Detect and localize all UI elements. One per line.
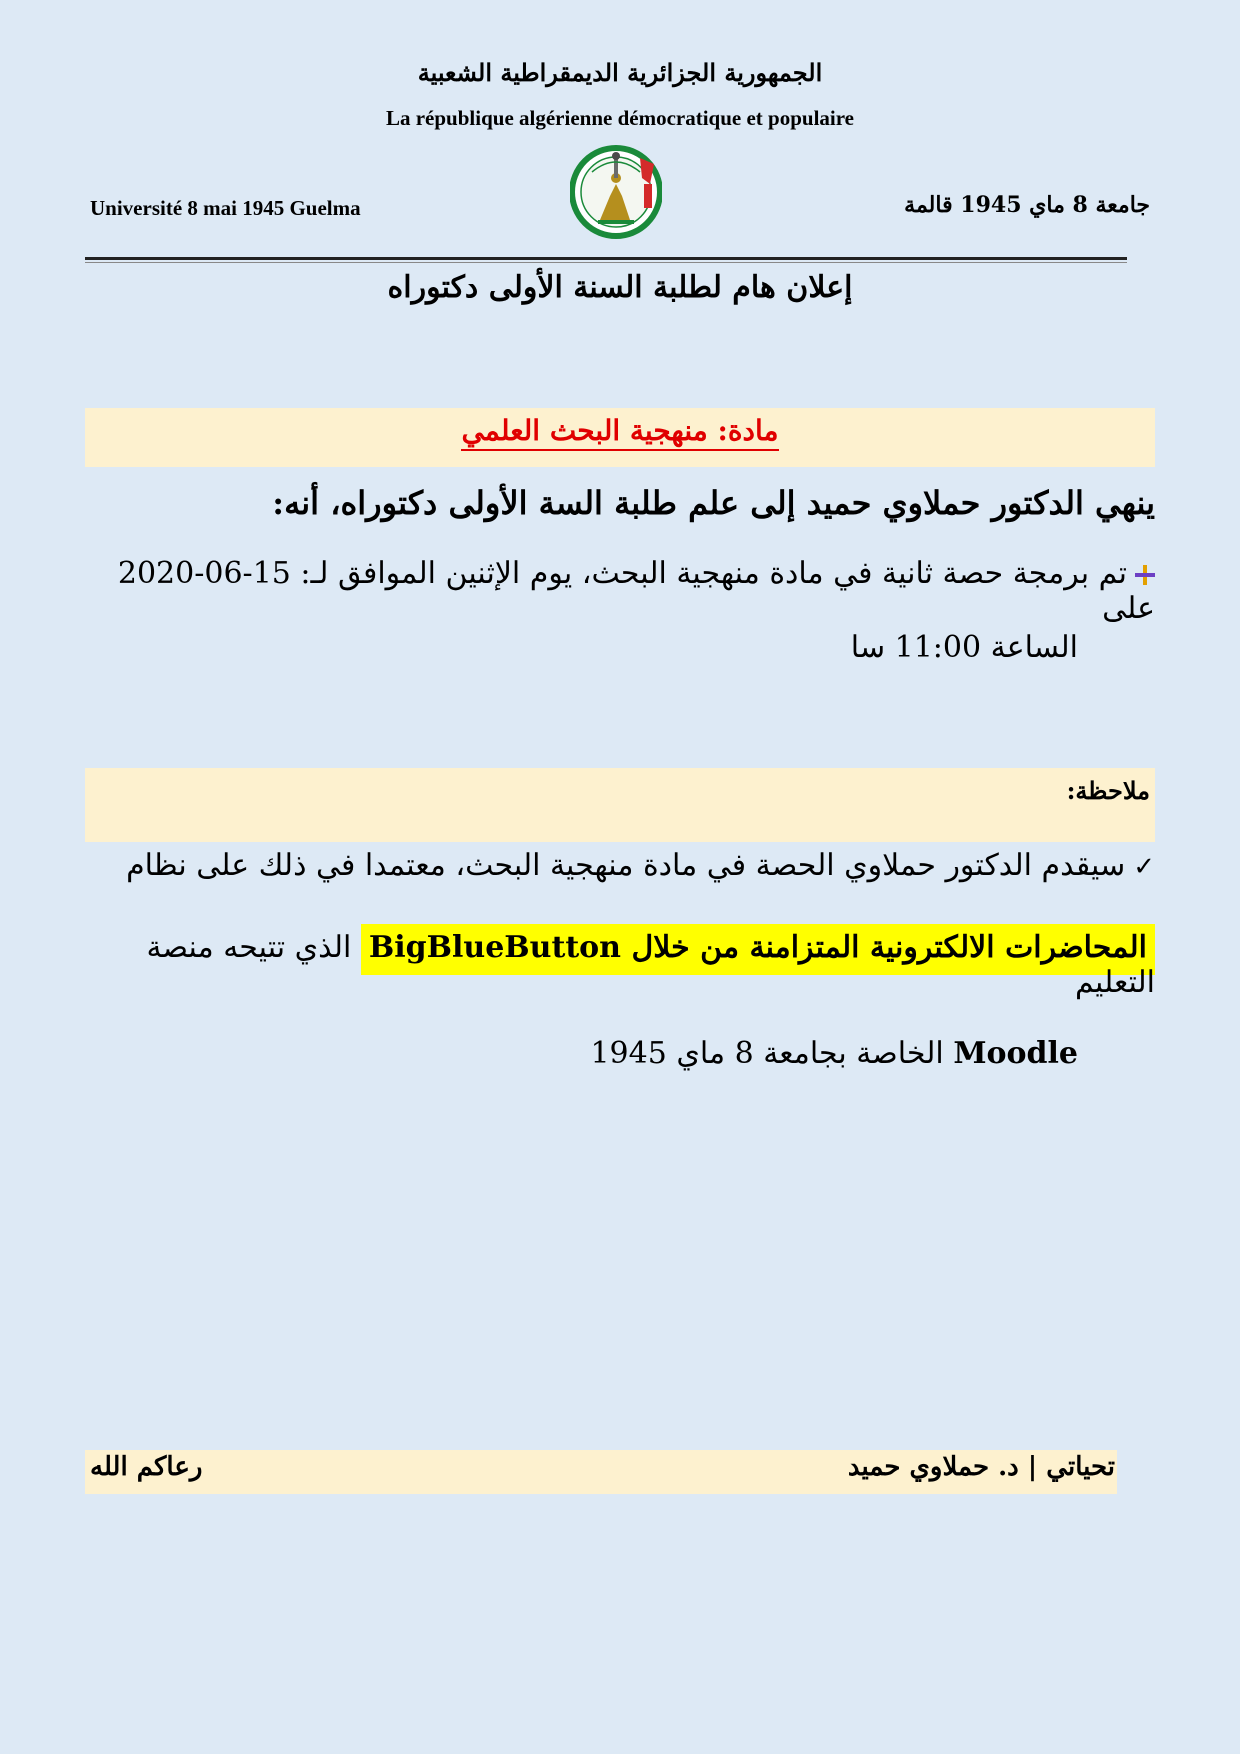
note-line-1 (85, 848, 1155, 883)
schedule-line-1 (85, 556, 1155, 626)
closing-text: رعاكم الله (90, 1452, 203, 1482)
subject-title (400, 414, 840, 447)
republic-title-fr: La république algérienne démocratique et populaire (385, 106, 855, 130)
note-text-2: الذي تتيحه منصة التعليم (146, 930, 1155, 1000)
note-text-3: الخاصة بجامعة 8 ماي 1945 (590, 1036, 944, 1071)
moodle-label: Moodle (953, 1036, 1078, 1071)
highlighted-text: المحاضرات الالكترونية المتزامنة من خلال BigBlueButton (361, 924, 1155, 975)
announcement-title: إعلان هام لطلبة السنة الأولى دكتوراه (387, 270, 853, 305)
checkmark-icon: ✓ (1133, 852, 1155, 882)
university-seal-icon (570, 144, 662, 242)
schedule-line-2: الساعة 11:00 سا (850, 630, 1078, 665)
university-name-fr: Université 8 mai 1945 Guelma (90, 196, 361, 220)
header-rule (85, 257, 1127, 260)
signature: تحياتي | د. حملاوي حميد (847, 1452, 1115, 1482)
note-band (85, 768, 1155, 842)
note-line-2 (85, 930, 1155, 1000)
schedule-text-1: تم برمجة حصة ثانية في مادة منهجية البحث، يوم الإثنين الموافق لـ: 15-06-2020 على (117, 556, 1155, 626)
republic-title-ar: الجمهورية الجزائرية الديمقراطية الشعبية (417, 58, 823, 87)
subject-text: مادة: منهجية البحث العلمي (461, 414, 778, 451)
intro-text: ينهي الدكتور حملاوي حميد إلى علم طلبة السة الأولى دكتوراه، أنه: (272, 484, 1155, 522)
note-line-3 (178, 1036, 1078, 1071)
note-text-1: سيقدم الدكتور حملاوي الحصة في مادة منهجية البحث، معتمدا في ذلك على نظام (126, 848, 1126, 883)
header-rule-thin (85, 262, 1127, 263)
university-name-ar: جامعة 8 ماي 1945 قالمة (904, 192, 1150, 218)
note-label: ملاحظة: (1066, 776, 1150, 805)
plus-bullet-icon (1135, 565, 1155, 585)
